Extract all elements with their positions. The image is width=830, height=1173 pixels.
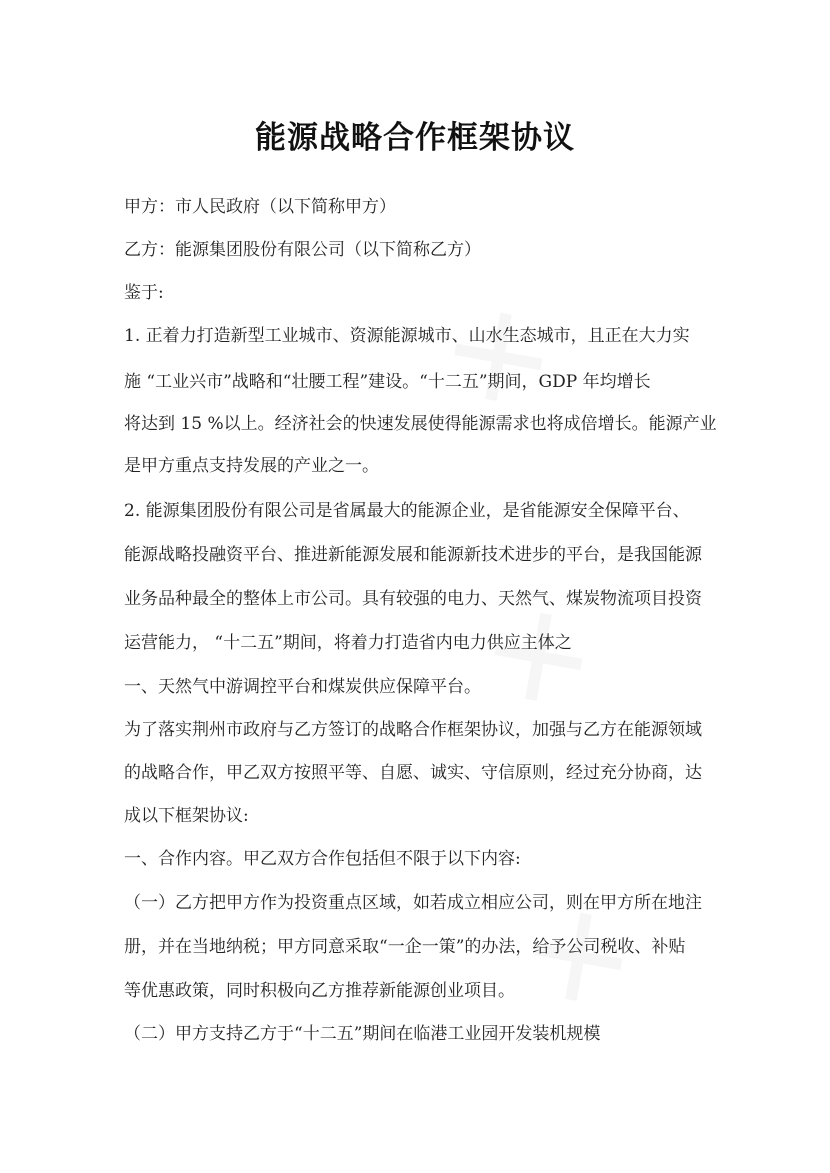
paragraph-line: 为了落实荆州市政府与乙方签订的战略合作框架协议，加强与乙方在能源领域 <box>124 720 702 740</box>
paragraph-line: 将达到 15 %以上。经济社会的快速发展使得能源需求也将成倍增长。能源产业 <box>124 414 717 434</box>
paragraph-line: 册，并在当地纳税；甲方同意采取“一企一策”的办法，给予公司税收、补贴 <box>124 937 686 957</box>
paragraph-line: 等优惠政策，同时积极向乙方推荐新能源创业项目。 <box>124 981 515 1001</box>
paragraph-line: 施 “工业兴市”战略和“壮腰工程”建设。“十二五”期间，GDP 年均增长 <box>124 372 651 392</box>
paragraph-line: 2. 能源集团股份有限公司是省属最大的能源企业，是省能源安全保障平台、 <box>124 501 690 521</box>
paragraph-line: 1. 正着力打造新型工业城市、资源能源城市、山水生态城市，且正在大力实 <box>124 326 690 346</box>
paragraph-line: 能源战略投融资平台、推进新能源发展和能源新技术进步的平台，是我国能源 <box>124 545 702 565</box>
paragraph-line: 成以下框架协议: <box>124 806 249 826</box>
paragraph-line: 的战略合作，甲乙双方按照平等、自愿、诚实、守信原则，经过充分协商，达 <box>124 763 702 783</box>
paragraph-line: （一）乙方把甲方作为投资重点区域，如若成立相应公司，则在甲方所在地注 <box>124 893 702 913</box>
whereas-heading: 鉴于: <box>124 283 164 303</box>
section-heading: 一、合作内容。甲乙双方合作包括但不限于以下内容: <box>124 849 521 869</box>
paragraph-line: 一、天然气中游调控平台和煤炭供应保障平台。 <box>124 677 481 697</box>
document-title: 能源战略合作框架协议 <box>255 120 575 156</box>
paragraph-line: 是甲方重点支持发展的产业之一。 <box>124 456 379 476</box>
party-a-line: 甲方：市人民政府（以下简称甲方） <box>124 197 396 217</box>
paragraph-line: 业务品种最全的整体上市公司。具有较强的电力、天然气、煤炭物流项目投资 <box>124 589 702 609</box>
party-b-line: 乙方：能源集团股份有限公司（以下简称乙方） <box>124 240 481 260</box>
paragraph-line: （二）甲方支持乙方于“十二五”期间在临港工业园开发装机规模 <box>124 1024 601 1044</box>
paragraph-line: 运营能力， “十二五”期间，将着力打造省内电力供应主体之 <box>124 633 572 653</box>
